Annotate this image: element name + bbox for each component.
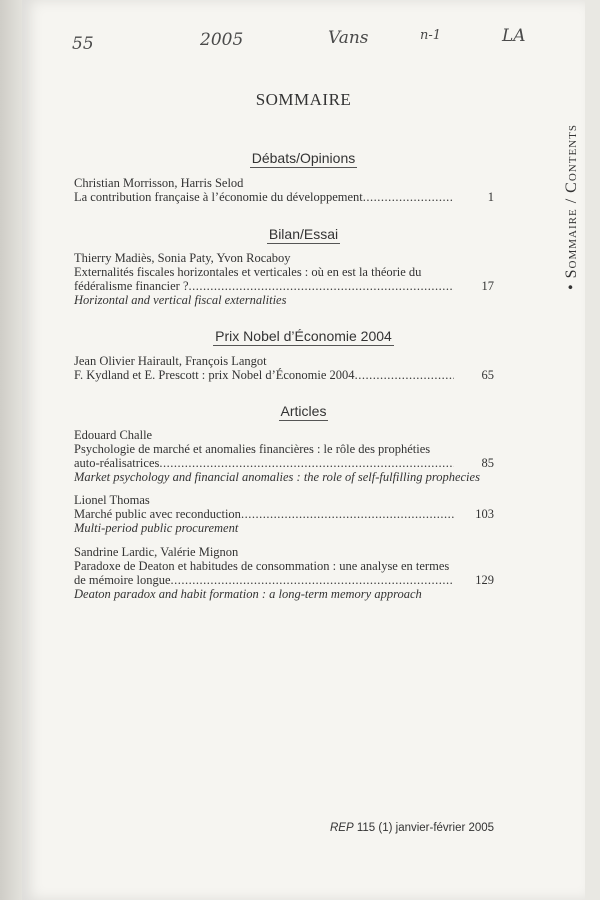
- page-number: 65: [481, 368, 494, 382]
- handwritten-note-5: LA: [502, 26, 526, 46]
- section-heading-nobel: Prix Nobel d’Économie 2004: [215, 328, 392, 344]
- entry-authors: Christian Morrisson, Harris Selod: [74, 176, 244, 190]
- entry-title: Externalités fiscales horizontales et verticales : où en est la théorie du: [74, 265, 422, 279]
- document-page: [22, 0, 585, 900]
- toc-entry-challe[interactable]: [74, 428, 494, 484]
- section-heading-bilan: Bilan/Essai: [268, 226, 339, 242]
- handwritten-note-3: Vans: [328, 28, 369, 48]
- page-number: 85: [481, 456, 494, 470]
- issue-info: 115 (1) janvier-février 2005: [356, 822, 495, 834]
- entry-authors: Edouard Challe: [74, 428, 153, 442]
- handwritten-note-4: n-1: [420, 28, 442, 43]
- page-number: 103: [475, 507, 494, 521]
- page-footer: [330, 822, 494, 834]
- section-heading-debats: Débats/Opinions: [251, 150, 356, 166]
- toc-entry-lardic[interactable]: [74, 545, 494, 601]
- side-label: • Sommaire / Contents: [563, 124, 580, 290]
- page-title: SOMMAIRE: [255, 90, 352, 109]
- entry-english-title: Multi-period public procurement: [74, 521, 239, 535]
- page-number: 129: [475, 573, 494, 587]
- side-running-head: [542, 92, 600, 322]
- entry-title: Paradoxe de Deaton et habitudes de consommation : une analyse en termes: [74, 559, 450, 573]
- journal-abbrev: REP: [330, 822, 354, 834]
- toc-entry-morrisson[interactable]: [74, 176, 494, 204]
- entry-title-line: fédéralisme financier ? ..... 17: [74, 279, 494, 293]
- entry-authors: Jean Olivier Hairault, François Langot: [74, 354, 267, 368]
- handwritten-note-2: 2005: [200, 30, 244, 50]
- entry-authors: Thierry Madiès, Sonia Paty, Yvon Rocaboy: [74, 251, 291, 265]
- entry-title-line: auto-réalisatrices ..... 85: [74, 456, 494, 470]
- book-spine-shadow: [0, 0, 22, 900]
- handwritten-note-1: 55: [72, 34, 94, 54]
- entry-title-line: Marché public avec reconduction ..... 103: [74, 507, 494, 521]
- section-heading-articles: Articles: [280, 403, 327, 419]
- entry-title-line: de mémoire longue ..... 129: [74, 573, 494, 587]
- toc-entry-thomas[interactable]: [74, 493, 494, 535]
- entry-authors: Lionel Thomas: [74, 493, 150, 507]
- page-number: 17: [481, 279, 494, 293]
- entry-english-title: Deaton paradox and habit formation : a long-term memory approach: [74, 587, 422, 601]
- entry-title-line: La contribution française à l’économie du développement ..... 1: [74, 190, 494, 204]
- entry-english-title: Horizontal and vertical fiscal externalities: [74, 293, 287, 307]
- page-number: 1: [487, 190, 494, 204]
- toc-entry-madies[interactable]: [74, 251, 494, 307]
- entry-authors: Sandrine Lardic, Valérie Mignon: [74, 545, 239, 559]
- toc-entry-hairault[interactable]: [74, 354, 494, 382]
- entry-title: Psychologie de marché et anomalies financières : le rôle des prophéties: [74, 442, 431, 456]
- entry-english-title: Market psychology and financial anomalies : the role of self-fulfilling prophecies: [74, 470, 480, 484]
- entry-title-line: F. Kydland et E. Prescott : prix Nobel d’Économie 2004 ..... 65: [74, 368, 494, 382]
